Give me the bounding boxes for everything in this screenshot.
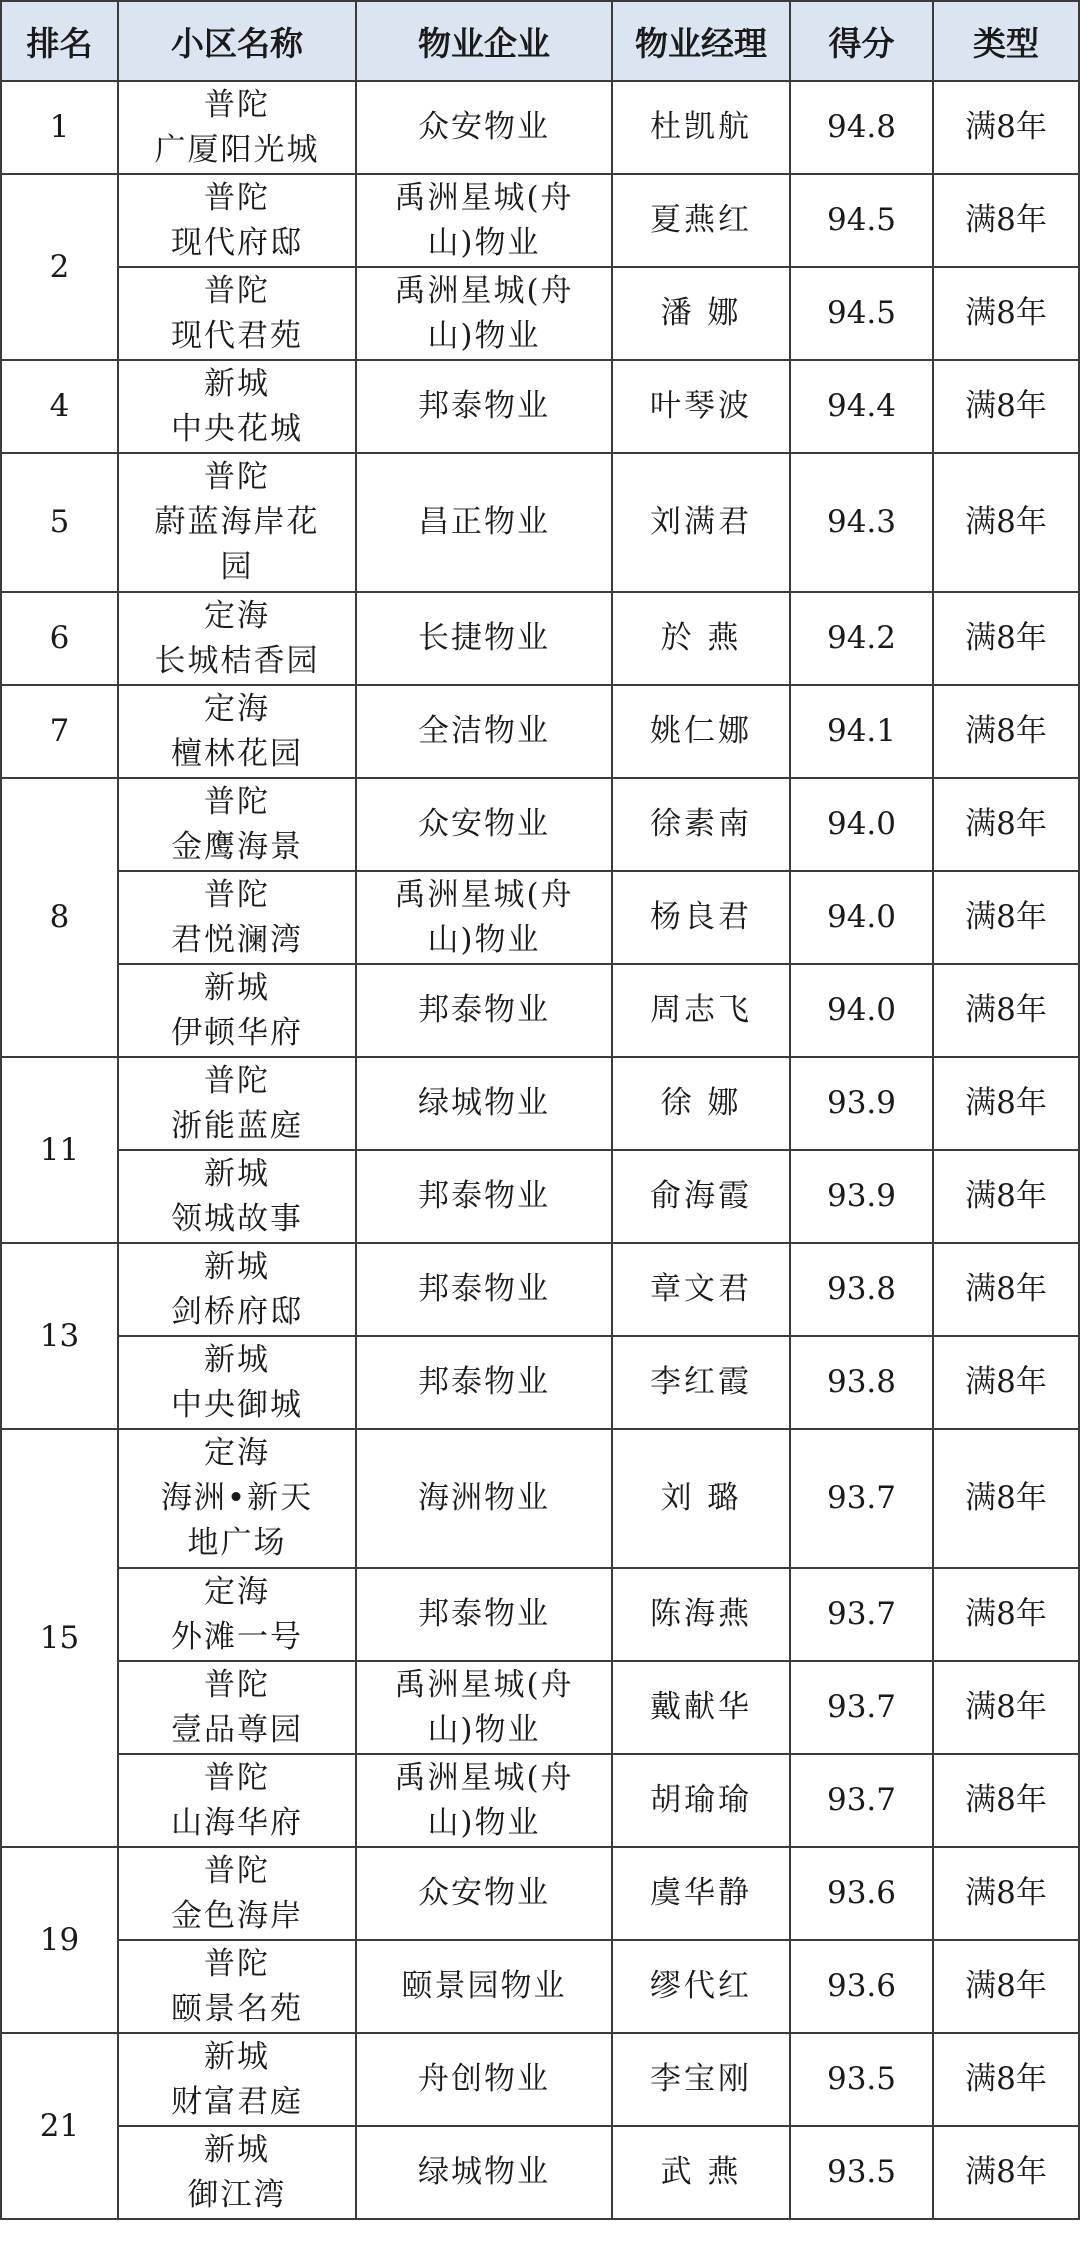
district-label: 新城 [204,365,270,402]
company-cell [356,1057,612,1150]
manager-cell: 刘 璐 [612,1429,790,1568]
manager-cell: 於 燕 [612,592,790,685]
type-cell: 满8年 [933,1754,1079,1847]
score-cell: 93.5 [790,2126,933,2219]
community-cell [118,360,356,453]
district-label: 普陀 [204,876,270,913]
community-cell [118,81,356,174]
community-cell [118,2126,356,2219]
type-cell: 满8年 [933,778,1079,871]
company-cell [356,1568,612,1661]
district-label: 普陀 [204,459,270,495]
manager-cell: 潘 娜 [612,267,790,360]
company-name: 邦泰物业 [418,1596,550,1632]
score-cell: 93.5 [790,2033,933,2126]
table-row [1,453,1079,592]
community-cell [118,2033,356,2126]
rank-cell: 6 [1,592,118,685]
community-cell [118,1661,356,1754]
header-type: 类型 [933,1,1079,81]
district-label: 普陀 [204,1666,270,1703]
manager-cell: 叶琴波 [612,360,790,453]
community-name: 中央御城 [171,1386,303,1423]
community-cell [118,685,356,778]
company-name: 邦泰物业 [418,1178,550,1214]
table-row [1,1057,1079,1150]
company-cell [356,1847,612,1940]
score-cell: 94.8 [790,81,933,174]
district-label: 新城 [204,1248,270,1285]
rank-cell: 19 [1,1847,118,2033]
community-cell [118,267,356,360]
district-label: 普陀 [204,1852,270,1889]
company-name: 众安物业 [418,1875,550,1911]
rank-cell: 5 [1,453,118,592]
type-cell: 满8年 [933,174,1079,267]
company-name: 邦泰物业 [418,1364,550,1400]
company-cell [356,1940,612,2033]
community-cell [118,592,356,685]
table-row [1,2126,1079,2219]
rank-cell: 15 [1,1429,118,1847]
company-name: 全洁物业 [418,713,550,749]
company-name: 邦泰物业 [418,388,550,424]
score-cell: 94.4 [790,360,933,453]
community-name: 壹品尊园 [171,1711,303,1748]
table-row [1,1940,1079,2033]
type-cell: 满8年 [933,1336,1079,1429]
community-cell [118,964,356,1057]
district-label: 新城 [204,2131,270,2168]
company-cell [356,2126,612,2219]
district-label: 普陀 [204,179,270,216]
rank-cell: 21 [1,2033,118,2219]
company-cell [356,453,612,592]
header-community: 小区名称 [118,1,356,81]
company-name: 众安物业 [418,109,550,145]
score-cell: 93.7 [790,1568,933,1661]
community-name: 金色海岸 [171,1897,303,1934]
company-cell [356,2033,612,2126]
score-cell: 94.0 [790,778,933,871]
score-cell: 94.5 [790,174,933,267]
rank-cell: 8 [1,778,118,1057]
type-cell: 满8年 [933,1150,1079,1243]
manager-cell: 俞海霞 [612,1150,790,1243]
community-name: 剑桥府邸 [171,1293,303,1330]
rank-cell: 7 [1,685,118,778]
company-cell [356,1150,612,1243]
company-name: 海洲物业 [418,1480,550,1516]
manager-cell: 周志飞 [612,964,790,1057]
company-cell: 禹洲星城(舟 山)物业 [356,1661,612,1754]
company-name: 颐景园物业 [401,1968,567,2004]
company-name: 邦泰物业 [418,992,550,1028]
rank-cell: 11 [1,1057,118,1243]
manager-cell: 李宝刚 [612,2033,790,2126]
table-row [1,1661,1079,1754]
score-cell: 93.7 [790,1661,933,1754]
company-name: 绿城物业 [418,2154,550,2190]
community-cell [118,1940,356,2033]
type-cell: 满8年 [933,360,1079,453]
district-label: 普陀 [204,86,270,123]
type-cell: 满8年 [933,2033,1079,2126]
type-cell: 满8年 [933,1429,1079,1568]
manager-cell: 武 燕 [612,2126,790,2219]
company-cell [356,778,612,871]
table-row [1,1150,1079,1243]
score-cell: 93.6 [790,1847,933,1940]
score-cell: 94.0 [790,964,933,1057]
company-cell: 禹洲星城(舟 山)物业 [356,174,612,267]
manager-cell: 章文君 [612,1243,790,1336]
table-row [1,174,1079,267]
type-cell: 满8年 [933,964,1079,1057]
manager-cell: 杜凯航 [612,81,790,174]
manager-cell: 徐素南 [612,778,790,871]
score-cell: 93.7 [790,1429,933,1568]
company-name: 众安物业 [418,806,550,842]
type-cell: 满8年 [933,453,1079,592]
type-cell: 满8年 [933,81,1079,174]
company-cell [356,360,612,453]
score-cell: 94.3 [790,453,933,592]
community-name: 现代君苑 [171,317,303,354]
community-cell [118,1568,356,1661]
score-cell: 93.9 [790,1150,933,1243]
community-cell [118,1057,356,1150]
type-cell: 满8年 [933,1940,1079,2033]
community-cell [118,453,356,592]
manager-cell: 夏燕红 [612,174,790,267]
type-cell: 满8年 [933,1243,1079,1336]
community-cell [118,1429,356,1568]
district-label: 普陀 [204,1945,270,1982]
table-body [1,81,1079,2219]
score-cell: 93.6 [790,1940,933,2033]
community-cell [118,1847,356,1940]
company-name: 舟创物业 [418,2061,550,2097]
community-name: 蔚蓝海岸花 园 [154,504,320,585]
score-cell: 94.1 [790,685,933,778]
company-cell [356,81,612,174]
rank-cell: 4 [1,360,118,453]
community-name: 海洲•新天 地广场 [160,1480,314,1561]
score-cell: 93.8 [790,1336,933,1429]
district-label: 定海 [204,1435,270,1471]
table-row [1,1754,1079,1847]
community-cell [118,174,356,267]
community-name: 领城故事 [171,1200,303,1237]
community-name: 现代府邸 [171,224,303,261]
district-label: 普陀 [204,783,270,820]
company-name: 邦泰物业 [418,1271,550,1307]
manager-cell: 虞华静 [612,1847,790,1940]
company-cell: 禹洲星城(舟 山)物业 [356,871,612,964]
type-cell: 满8年 [933,1847,1079,1940]
company-cell [356,1336,612,1429]
community-name: 浙能蓝庭 [171,1107,303,1144]
manager-cell: 戴献华 [612,1661,790,1754]
rank-cell: 1 [1,81,118,174]
company-name: 长捷物业 [418,620,550,656]
table-header-row [1,1,1079,81]
score-cell: 94.5 [790,267,933,360]
community-name: 君悦澜湾 [171,921,303,958]
table-row [1,1336,1079,1429]
type-cell: 满8年 [933,1057,1079,1150]
district-label: 定海 [204,1573,270,1610]
score-cell: 93.7 [790,1754,933,1847]
community-cell [118,1754,356,1847]
community-name: 外滩一号 [171,1618,303,1655]
community-name: 御江湾 [187,2176,287,2213]
type-cell: 满8年 [933,871,1079,964]
table-row [1,360,1079,453]
community-cell [118,871,356,964]
community-name: 长城桔香园 [154,642,320,679]
district-label: 定海 [204,690,270,727]
table-row [1,964,1079,1057]
community-cell [118,778,356,871]
table-row [1,778,1079,871]
district-label: 新城 [204,1341,270,1378]
type-cell: 满8年 [933,685,1079,778]
district-label: 定海 [204,597,270,634]
community-cell [118,1243,356,1336]
table-row [1,1847,1079,1940]
community-name: 财富君庭 [171,2083,303,2120]
company-name: 昌正物业 [418,504,550,540]
district-label: 普陀 [204,1062,270,1099]
manager-cell: 徐 娜 [612,1057,790,1150]
table-row [1,1429,1079,1568]
type-cell: 满8年 [933,1568,1079,1661]
district-label: 新城 [204,1155,270,1192]
company-cell: 禹洲星城(舟 山)物业 [356,1754,612,1847]
table-row [1,1568,1079,1661]
company-cell: 禹洲星城(舟 山)物业 [356,267,612,360]
district-label: 普陀 [204,1759,270,1796]
company-cell [356,592,612,685]
manager-cell: 胡瑜瑜 [612,1754,790,1847]
district-label: 新城 [204,969,270,1006]
community-name: 山海华府 [171,1804,303,1841]
type-cell: 满8年 [933,1661,1079,1754]
type-cell: 满8年 [933,592,1079,685]
manager-cell: 李红霞 [612,1336,790,1429]
header-rank: 排名 [1,1,118,81]
district-label: 新城 [204,2038,270,2075]
community-name: 颐景名苑 [171,1990,303,2027]
table-row [1,81,1079,174]
company-cell [356,685,612,778]
table-row [1,267,1079,360]
manager-cell: 陈海燕 [612,1568,790,1661]
manager-cell: 缪代红 [612,1940,790,2033]
community-cell [118,1150,356,1243]
district-label: 普陀 [204,272,270,309]
manager-cell: 刘满君 [612,453,790,592]
company-cell [356,1429,612,1568]
company-cell [356,964,612,1057]
score-cell: 93.9 [790,1057,933,1150]
community-name: 广厦阳光城 [154,131,320,168]
company-name: 绿城物业 [418,1085,550,1121]
type-cell: 满8年 [933,267,1079,360]
table-row [1,1243,1079,1336]
community-name: 檀林花园 [171,735,303,772]
community-name: 伊顿华府 [171,1014,303,1051]
table-row [1,685,1079,778]
header-manager: 物业经理 [612,1,790,81]
company-cell [356,1243,612,1336]
type-cell: 满8年 [933,2126,1079,2219]
community-cell [118,1336,356,1429]
header-score: 得分 [790,1,933,81]
table-row [1,592,1079,685]
header-company: 物业企业 [356,1,612,81]
community-name: 中央花城 [171,410,303,447]
table-row [1,871,1079,964]
community-name: 金鹰海景 [171,828,303,865]
score-cell: 94.0 [790,871,933,964]
manager-cell: 杨良君 [612,871,790,964]
score-cell: 94.2 [790,592,933,685]
rank-cell: 13 [1,1243,118,1429]
manager-cell: 姚仁娜 [612,685,790,778]
score-cell: 93.8 [790,1243,933,1336]
rank-cell: 2 [1,174,118,360]
table-row [1,2033,1079,2126]
